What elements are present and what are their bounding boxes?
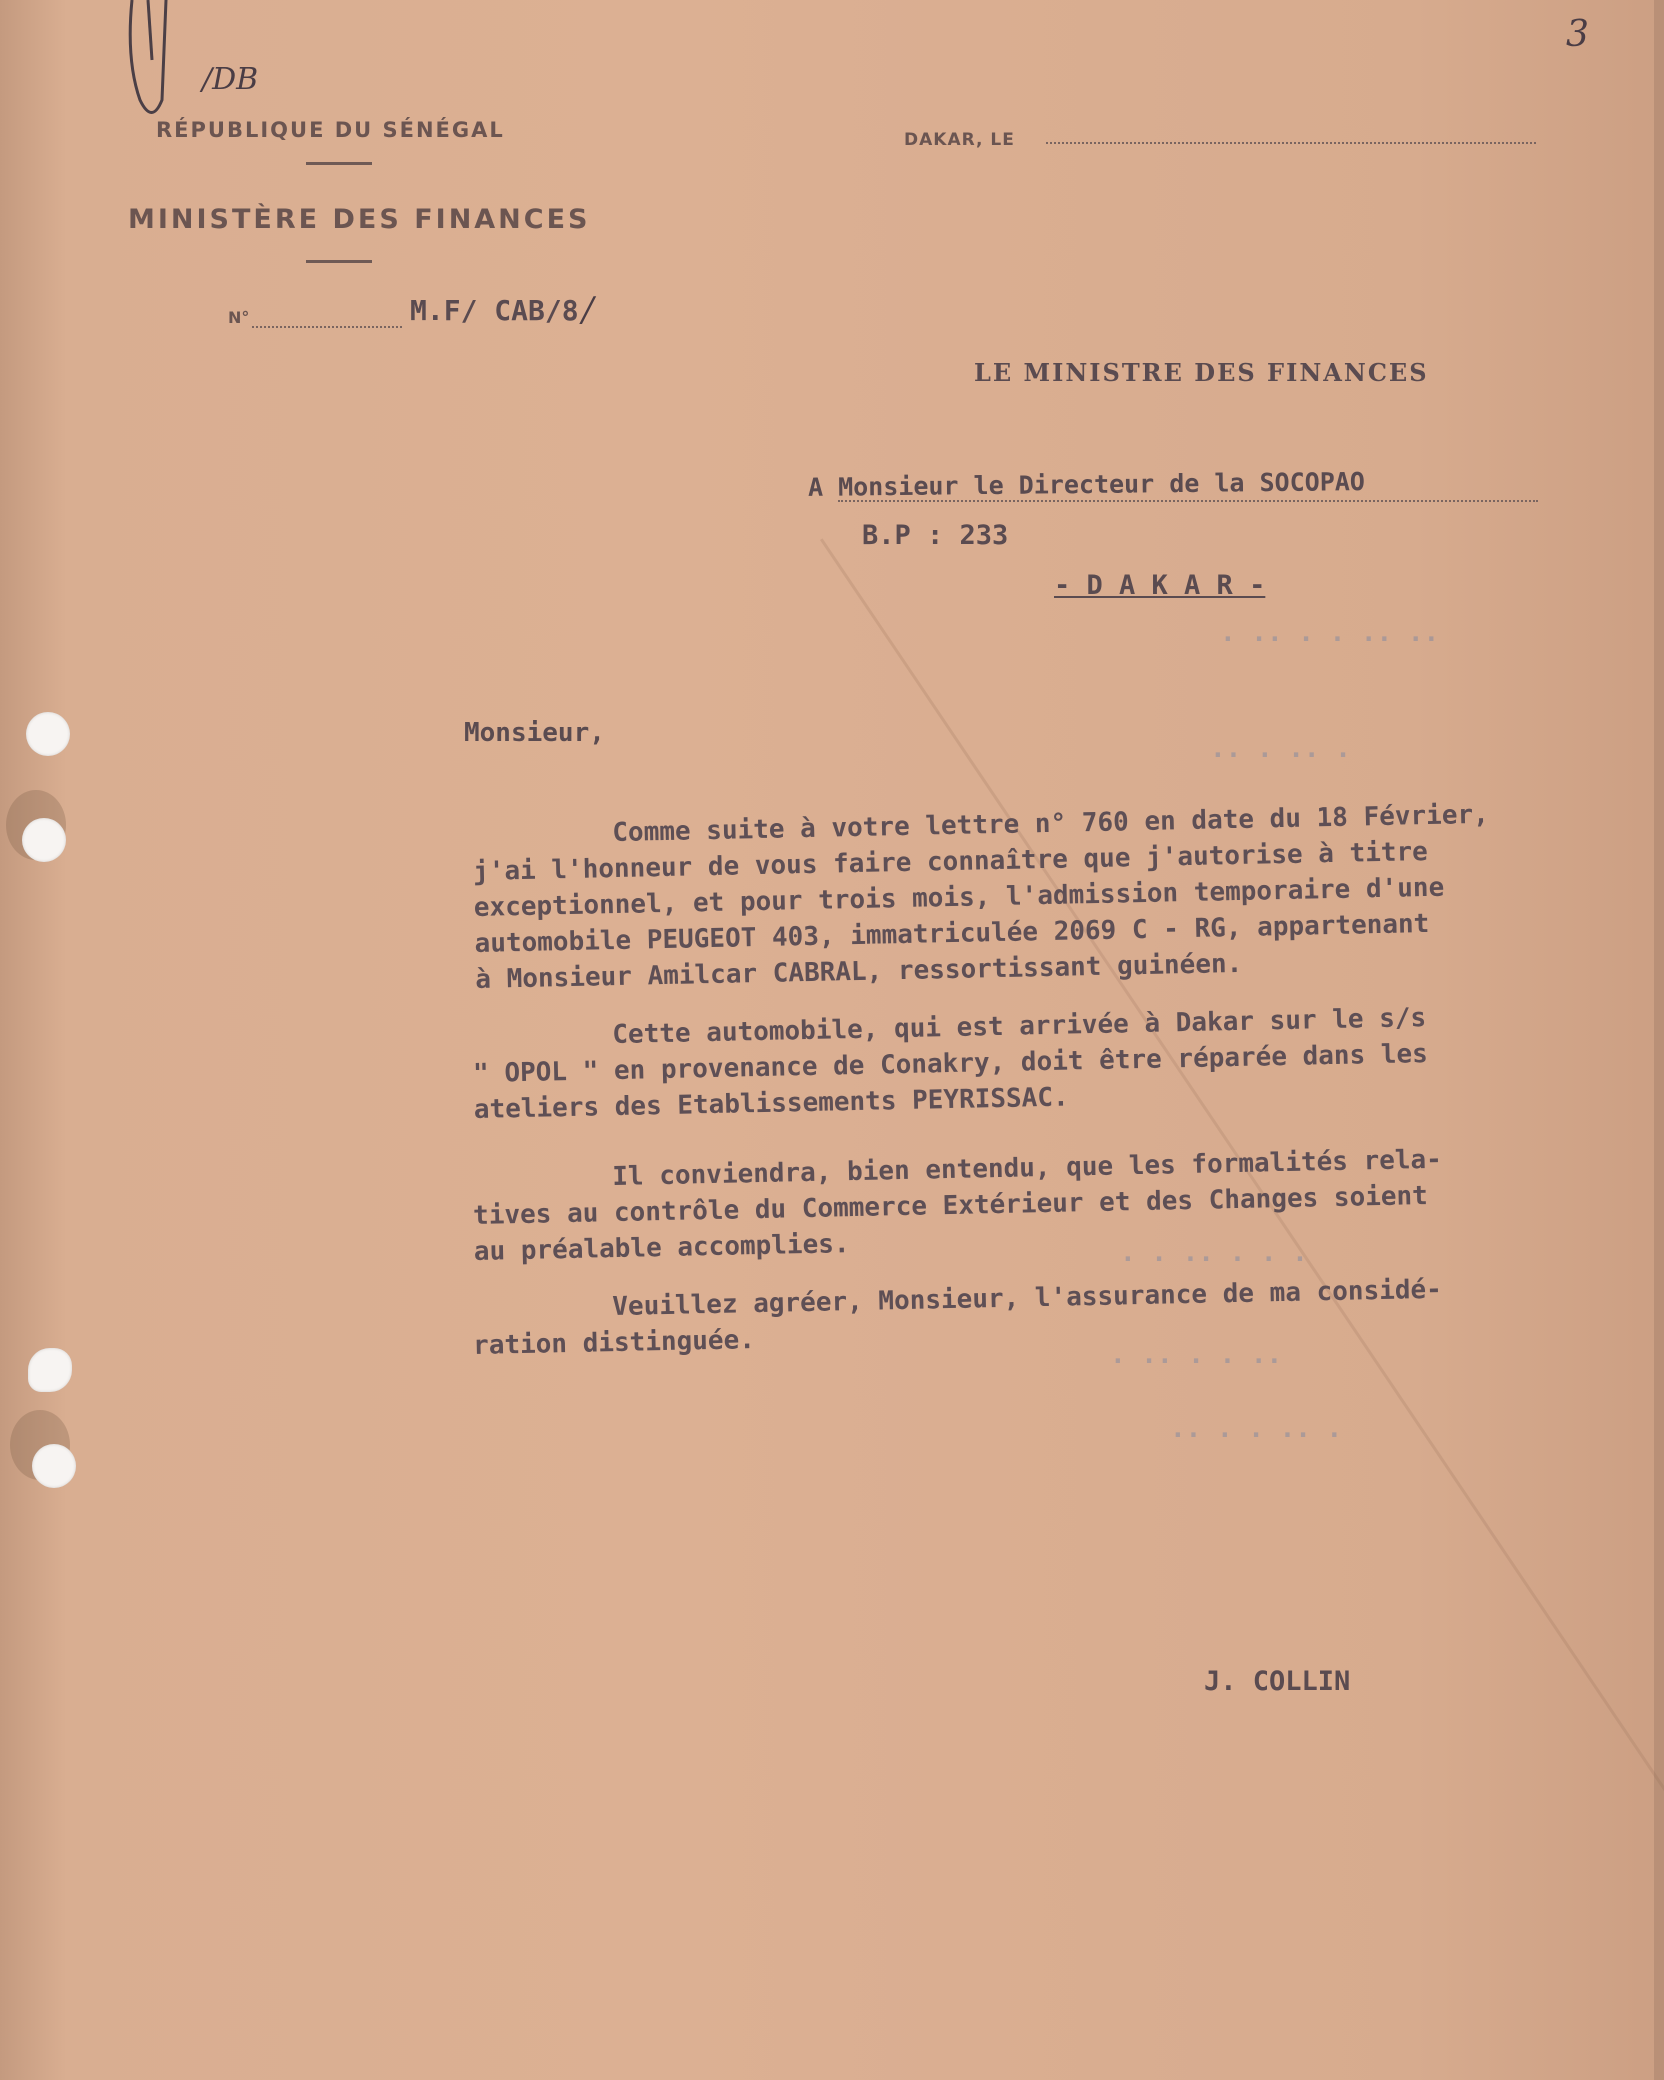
recipient-po-box: B.P : 233 <box>862 520 1009 551</box>
salutation: Monsieur, <box>464 718 605 748</box>
p1-line-4: automobile PEUGEOT 403, immatriculée 2069 C - RG, appartenant <box>474 908 1430 959</box>
p1-line-2: j'ai l'honneur de vous faire connaître que j'autorise à titre <box>472 836 1429 887</box>
paragraph-2 <box>472 997 1574 1128</box>
page-number-mark: 3 <box>1566 14 1589 55</box>
number-label: N° <box>228 308 250 327</box>
faint-bleed-through: . .. . . .. .. <box>1220 618 1440 648</box>
page-edge <box>1654 0 1664 2080</box>
faint-bleed-through-2: .. . .. . <box>1210 734 1351 764</box>
p4-line-1: Veuillez agréer, Monsieur, l'assurance de ma considé- <box>612 1274 1443 1323</box>
heading-divider-2 <box>306 260 372 263</box>
p3-line-1: Il conviendra, bien entendu, que les formalités rela- <box>612 1144 1443 1193</box>
faint-bleed-through-3: . . .. . . . <box>1120 1238 1308 1268</box>
republic-heading: RÉPUBLIQUE DU SÉNÉGAL <box>156 118 505 142</box>
p2-line-3: ateliers des Etablissements PEYRISSAC. <box>473 1082 1069 1125</box>
punch-hole-3 <box>28 1348 72 1392</box>
reference-number: M.F/ CAB/8 <box>410 294 579 327</box>
paragraph-4 <box>472 1269 1573 1364</box>
faint-bleed-through-5: .. . . .. . <box>1170 1414 1343 1444</box>
signature-name: J. COLLIN <box>1204 1666 1351 1697</box>
sender-title: LE MINISTRE DES FINANCES <box>974 358 1429 387</box>
ministry-heading: MINISTÈRE DES FINANCES <box>128 204 591 235</box>
recipient-city: - D A K A R - <box>1054 570 1266 601</box>
faint-bleed-through-4: . .. . . .. <box>1110 1340 1283 1370</box>
p3-line-3: au préalable accomplies. <box>473 1229 850 1267</box>
paragraph-3 <box>472 1139 1574 1270</box>
date-label: DAKAR, LE <box>904 130 1015 150</box>
handwritten-slash: / <box>582 290 594 330</box>
number-fill-line <box>252 326 402 328</box>
recipient-name: A Monsieur le Directeur de la SOCOPAO <box>807 467 1366 502</box>
p4-line-2: ration distinguée. <box>472 1325 756 1361</box>
p1-line-3: exceptionnel, et pour trois mois, l'admission temporaire d'une <box>473 872 1445 923</box>
punch-hole-2 <box>22 818 66 862</box>
p1-line-5: à Monsieur Amilcar CABRAL, ressortissant guinéen. <box>475 948 1243 995</box>
handwritten-reference: /DB <box>202 62 259 97</box>
p1-line-1: Comme suite à votre lettre n° 760 en date du 18 Février, <box>612 799 1490 849</box>
heading-divider <box>306 162 372 165</box>
paragraph-1 <box>472 795 1576 998</box>
punch-hole-4 <box>32 1444 76 1488</box>
p2-line-1: Cette automobile, qui est arrivée à Dakar sur le s/s <box>612 1003 1427 1051</box>
punch-hole <box>26 712 70 756</box>
p3-line-2: tives au contrôle du Commerce Extérieur et des Changes soient <box>472 1180 1429 1231</box>
p2-line-2: " OPOL " en provenance de Conakry, doit être réparée dans les <box>472 1038 1429 1089</box>
paperclip-mark <box>118 0 176 120</box>
recipient-underline <box>838 500 1538 502</box>
date-fill-line <box>1046 142 1536 144</box>
